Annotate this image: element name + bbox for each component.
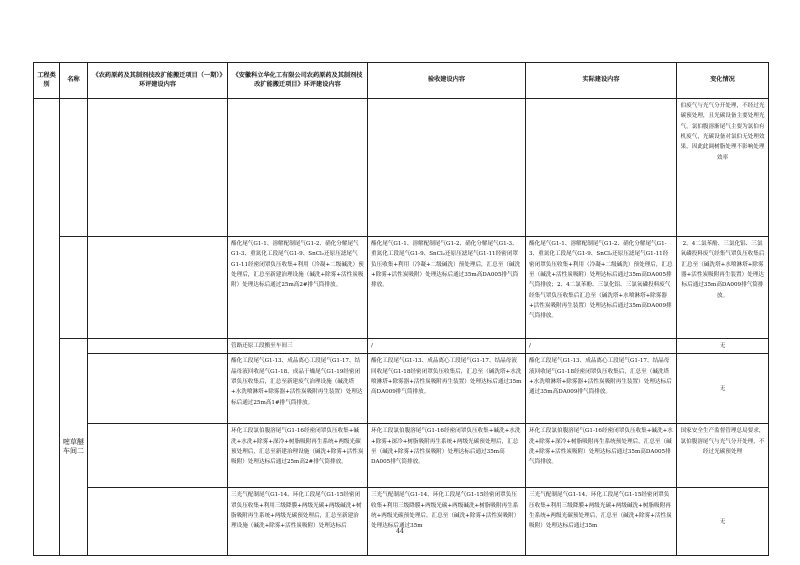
name-cell bbox=[60, 237, 88, 339]
actual-head-cell: / bbox=[526, 339, 677, 354]
change-cell: 国家安全生产监督管理总局要求，氯伯腹溶尾气与光气分开处理，不经过光碳预处理 bbox=[677, 424, 769, 488]
eia-two-head-cell: 管路还原工段搬至车间三 bbox=[228, 339, 368, 354]
eia-one-cell bbox=[88, 99, 228, 237]
eia-one-cell bbox=[88, 354, 228, 424]
header-change: 变化情况 bbox=[677, 63, 769, 99]
table-row bbox=[34, 424, 769, 488]
eia-two-cell: 三光气配制尾气G1-14、环化工段尾气G1-15经密闭罩负压收集+利用三级降膜+两级光碳+两级碱洗+树脂吸附再生系统+两级光碳预处理后，汇总至新建治理设施（碱洗+除雾+活性炭吸附）处理达标后 bbox=[228, 488, 368, 556]
table-row bbox=[34, 354, 769, 424]
environmental-acceptance-table bbox=[33, 62, 769, 556]
acceptance-cell: 三光气配制尾气G1-14、环化工段尾气G1-15经密闭罩负压收集+利用三级降膜+两级光碳+两级碱洗+树脂吸附再生系统+两级光碳预处理后，汇总至（碱洗+除雾+活性炭吸附）处理达标后通过35m bbox=[368, 488, 526, 556]
header-name: 名称 bbox=[60, 63, 88, 99]
table-header-row bbox=[34, 63, 769, 99]
acceptance-cell: 酯化工段尾气G1-13、成品离心工段尾气G1-17、结晶母液回收尾气G1-18经密闭罩负压收集后，汇总至（碱洗塔+水洗喷淋塔+除雾器+活性炭吸附再生装置）处理达标后通过35m高DA009排气筒排放。 bbox=[368, 354, 526, 424]
actual-cell: 环化工段氯伯腹溶尾气G1-16经密闭罩负压收集+碱洗+水洗+除雾+深冷+树脂吸附再生系统预处理后，汇总至（碱洗+除雾+活性炭吸附）处理达标后通过35m高DA005排气筒排放。 bbox=[526, 424, 677, 488]
actual-cell: 酯化工段尾气G1-13、成品离心工段尾气G1-17、结晶母液回收尾气G1-18经密闭罩负压收集后，汇总至（碱洗塔+水洗喷淋塔+除雾器+活性炭吸附再生装置）处理达标后通过35m高DA009排气筒排放。 bbox=[526, 354, 677, 424]
actual-cell: 三光气配制尾气G1-14、环化工段尾气G1-15经密闭罩负压收集+利用三级降膜+两级光碳+两级碱洗+树脂吸附再生系统+两级光碳预处理后，汇总至（碱洗+除雾+活性炭吸附）处理达标后通过35m bbox=[526, 488, 677, 556]
table-row bbox=[34, 237, 769, 339]
eia-one-cell bbox=[88, 237, 228, 339]
change-cell: 无 bbox=[677, 488, 769, 556]
change-cell: 伯废气与光气分开处理，不经过光碳预处理，且光碳设备主要处理光气，氯伯腹溶渐尾气主要为氯伯有机废气，光碳设备对氯伯无处理效果，因此此调树脂处理不影响处理效率 bbox=[677, 99, 769, 237]
name-cell bbox=[60, 99, 88, 237]
eia-two-cell: 酯化工段尾气G1-13、成品离心工段尾气G1-17、结晶母液回收尾气G1-18、成品干燥尾气G1-19经密闭罩负压收集后，汇总至新建废气治理设施（碱洗塔+水洗喷淋塔+除雾器+活性炭吸附再生装置）处理达标后通过25m高1#排气筒排放。 bbox=[228, 354, 368, 424]
eia-one-cell bbox=[88, 488, 228, 556]
header-eia-phase-one: 《农药原药及其制剂技改扩能搬迁项目（一期）》环评建设内容 bbox=[88, 63, 228, 99]
acceptance-head-cell: / bbox=[368, 339, 526, 354]
table-row bbox=[34, 99, 769, 237]
acceptance-cell: 酯化尾气G1-1、溶解配制尾气G1-2、硝化分解尾气G1-3、重氮化工段尾气G1-9、SnCl₂还原压滤尾气G1-11经密闭罩负压收集+利用（冷凝+二级碱洗）预处理后，汇总至（碱洗+除雾+活性炭吸附）处理达标后通过35m高DA005排气筒排放。 bbox=[368, 237, 526, 339]
header-actual: 实际建设内容 bbox=[526, 63, 677, 99]
acceptance-cell bbox=[368, 99, 526, 237]
acceptance-cell: 环化工段氯伯腹溶尾气G1-16经密闭罩负压收集+碱洗+水洗+除雾+深冷+树脂吸附再生系统+两级光碳预处理后，汇总至（碱洗+除雾+活性炭吸附）处理达标后通过35m高DA005排气筒排放。 bbox=[368, 424, 526, 488]
eia-two-cell: 酯化尾气G1-1、溶解配制尾气G1-2、硝化分解尾气G1-3、重氮化工段尾气G1-9、SnCl₂还原压滤尾气G1-11经密闭罩负压收集+利用（冷凝+二级碱洗）预处理后，汇总至新建治理设施（碱洗+除雾+活性炭吸附）处理达标后通过25m高2#排气筒排放。 bbox=[228, 237, 368, 339]
actual-cell bbox=[526, 99, 677, 237]
header-acceptance: 验收建设内容 bbox=[368, 63, 526, 99]
table-row bbox=[34, 339, 769, 354]
change-cell: 无 bbox=[677, 339, 769, 354]
workshop-label: 嘧草醚车间二 bbox=[60, 339, 88, 556]
page-number: 44 bbox=[396, 528, 404, 535]
change-cell: 无 bbox=[677, 354, 769, 424]
table-row bbox=[34, 488, 769, 556]
eia-one-cell bbox=[88, 339, 228, 354]
eia-one-cell bbox=[88, 424, 228, 488]
actual-cell: 酯化尾气G1-1、溶解配制尾气G1-2、硝化分解尾气G1-3、重氮化工段尾气G1-9、SnCl₂还原压滤尾气G1-11经密闭罩负压收集+利用（冷凝+二级碱洗）预处理后，汇总至（碱洗+活性炭吸附）处理达标后通过35m高DA005排气筒排放；2、4二氯苯酚、三氯化铝、三氯氧磷投料废气经集气罩负压收集后汇总至（碱洗塔+水喷淋塔+除雾器+活性炭吸附再生装置）处理达标后通过35m高DA009排气筒排放。 bbox=[526, 237, 677, 339]
change-cell: 2、4二氯苯酚、三氯化铝、三氯氧磷投料废气经集气罩负压收集后汇总至（碱洗塔+水喷淋塔+除雾器+活性炭吸附再生装置）处理达标后通过35m高DA009排气筒排放。 bbox=[677, 237, 769, 339]
header-category: 工程类别 bbox=[34, 63, 60, 99]
category-cell bbox=[34, 99, 60, 556]
eia-two-cell: 环化工段氯伯腹溶尾气G1-16经密闭罩负压收集+碱洗+水洗+除雾+深冷+树脂吸附再生系统+两级光碳预处理后，汇总至新建治理设施（碱洗+除雾+活性炭吸附）处理达标后通过25m高2#排气筒排放。 bbox=[228, 424, 368, 488]
eia-two-cell bbox=[228, 99, 368, 237]
header-eia-project: 《安徽科立华化工有限公司农药原药及其制剂技改扩能搬迁项目》环评建设内容 bbox=[228, 63, 368, 99]
